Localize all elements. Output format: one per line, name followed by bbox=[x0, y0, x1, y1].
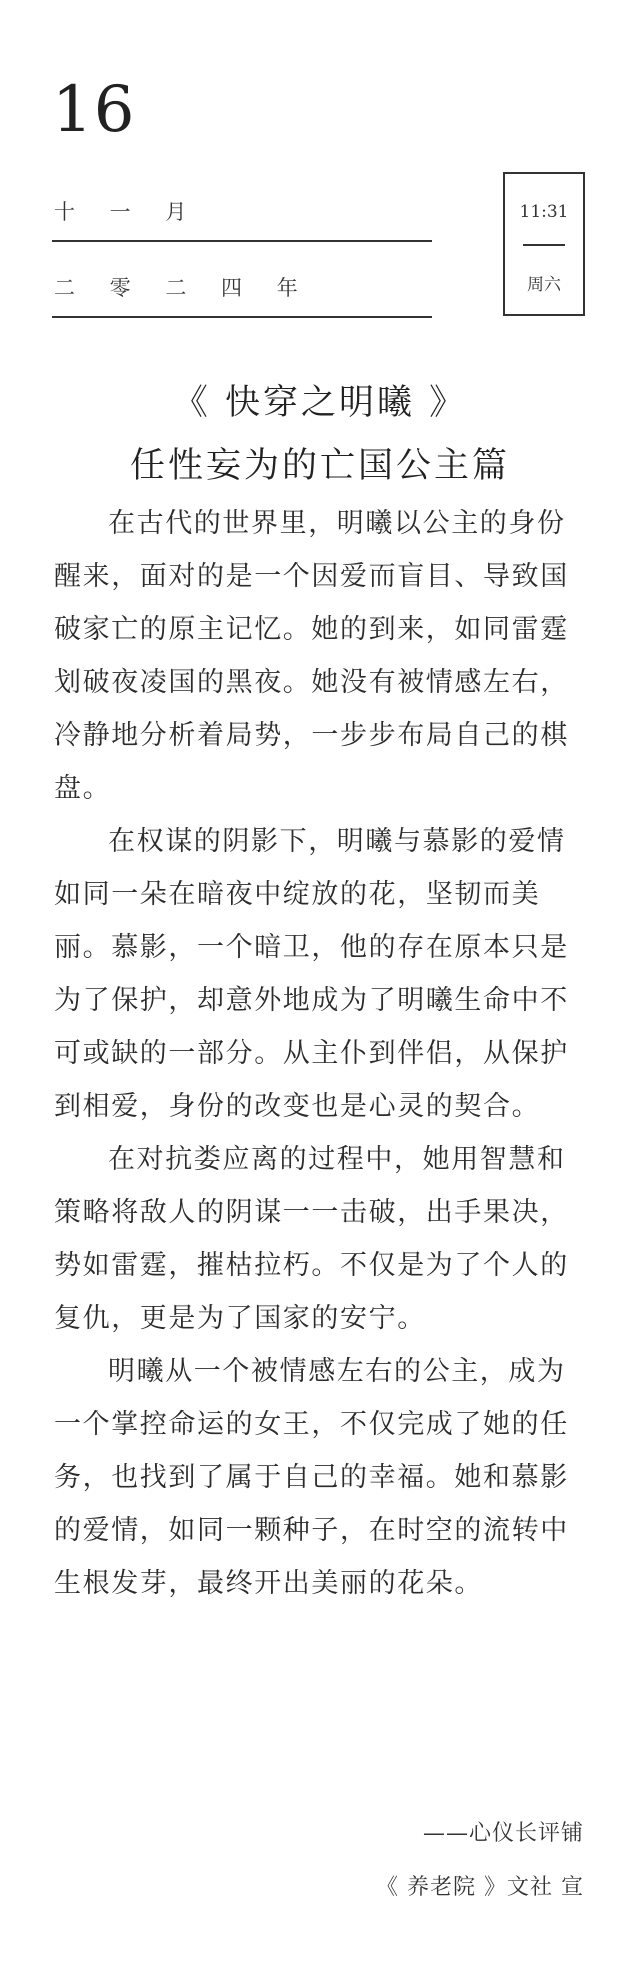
article-subtitle: 任性妄为的亡国公主篇 bbox=[129, 446, 510, 486]
day-number: 16 bbox=[52, 73, 136, 147]
paragraph: 在对抗娄应离的过程中，她用智慧和策略将敌人的阴谋一一击破，出手果决，势如雷霆，摧枯拉朽。不仅是为了个人的复仇，更是为了国家的安宁。 bbox=[54, 1144, 569, 1334]
time-label: 11:31 bbox=[519, 202, 569, 222]
year-label: 二 零 二 四 年 bbox=[54, 276, 312, 300]
reviewer-signature: ——心仪长评铺 bbox=[422, 1821, 584, 1846]
time-box-divider bbox=[523, 244, 565, 246]
year-divider bbox=[52, 316, 432, 318]
month-divider bbox=[52, 240, 432, 242]
paragraph: 明曦从一个被情感左右的公主，成为一个掌控命运的女王，不仅完成了她的任务，也找到了属于自己的幸福。她和慕影的爱情，如同一颗种子，在时空的流转中生根发芽，最终开出美丽的花朵。 bbox=[54, 1356, 569, 1599]
paragraph: 在古代的世界里，明曦以公主的身份醒来，面对的是一个因爱而盲目、导致国破家亡的原主记忆。她的到来，如同雷霆划破夜凌国的黑夜。她没有被情感左右，冷静地分析着局势，一步步布局自己的棋盘。 bbox=[54, 508, 569, 804]
article-title: 《 快穿之明曦 》 bbox=[172, 383, 468, 423]
month-label: 十 一 月 bbox=[54, 200, 201, 224]
paragraph: 在权谋的阴影下，明曦与慕影的爱情如同一朵在暗夜中绽放的花，坚韧而美丽。慕影，一个暗卫，他的存在原本只是为了保护，却意外地成为了明曦生命中不可或缺的一部分。从主仆到伴侣，从保护到相爱，身份的改变也是心灵的契合。 bbox=[54, 826, 569, 1122]
time-box bbox=[503, 172, 585, 316]
weekday-label: 周六 bbox=[527, 275, 561, 295]
publisher-signature: 《 养老院 》文社 宣 bbox=[376, 1875, 584, 1900]
article-body bbox=[54, 497, 584, 1610]
